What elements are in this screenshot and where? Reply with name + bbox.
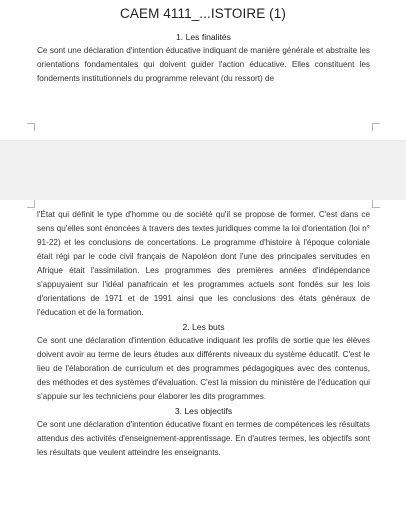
document-title: CAEM 4111_...ISTOIRE (1) <box>0 0 406 28</box>
section-heading-finalites: 1. Les finalités <box>176 32 231 42</box>
page-2-content <box>37 208 370 460</box>
section-heading-objectifs: 3. Les objectifs <box>174 406 233 416</box>
page-corner-marker <box>27 200 35 208</box>
paragraph-buts: Ce sont une déclaration d'intention éducative indiquant les profils de sortie que les élèves doivent avoir au terme de leurs études aux différents niveaux du système éducatif. C'est le lieu de l'élaboration de curriculum et des programmes pédagogiques avec des contenus, des méthodes et des systèmes d'évaluation. C'est la mission du ministère de l'éducation qui s'appuie sur les techniciens pour élaborer les dits programmes. <box>37 336 370 401</box>
page-1-content <box>37 30 370 86</box>
page-corner-marker <box>27 123 35 131</box>
paragraph-finalites: Ce sont une déclaration d'intention éducative indiquant de manière générale et abstraite les orientations fondamentales qui doivent guider l'action éducative. Elles constituent les fondements institutionnels du programme relevant (du ressort) de <box>37 46 370 83</box>
page-corner-marker <box>372 123 380 131</box>
paragraph-finalites-continued: l'État qui définit le type d'homme ou de société qu'il se propose de former. C'est dans ce sens qu'elles sont énoncées à travers des textes juridiques comme la loi d'orientation (loi n° 91-22) et les conclusions de concertations. Le programme d'histoire à l'époque coloniale était régi par le code civil français de Napoléon dont l'une des principales servitudes en Afrique était l'assimilation. Les programmes des premières années d'indépendance s'appuyaient sur l'idéal panafricain et les programmes actuels sont fondés sur les lois d'orientations de 1971 et de 1991 ainsi que les conclusions des états généraux de l'éducation et de la formation. <box>37 210 370 317</box>
page-separator <box>0 140 406 202</box>
page-corner-marker <box>372 200 380 208</box>
paragraph-objectifs: Ce sont une déclaration d'intention éducative fixant en termes de compétences les résultats attendus des activités d'enseignement-apprentissage. En d'autres termes, les objectifs sont les résultats que veulent atteindre les enseignants. <box>37 420 370 457</box>
document-page-2[interactable] <box>0 200 406 506</box>
document-page-1[interactable] <box>0 28 406 140</box>
section-heading-buts: 2. Les buts <box>182 322 225 332</box>
